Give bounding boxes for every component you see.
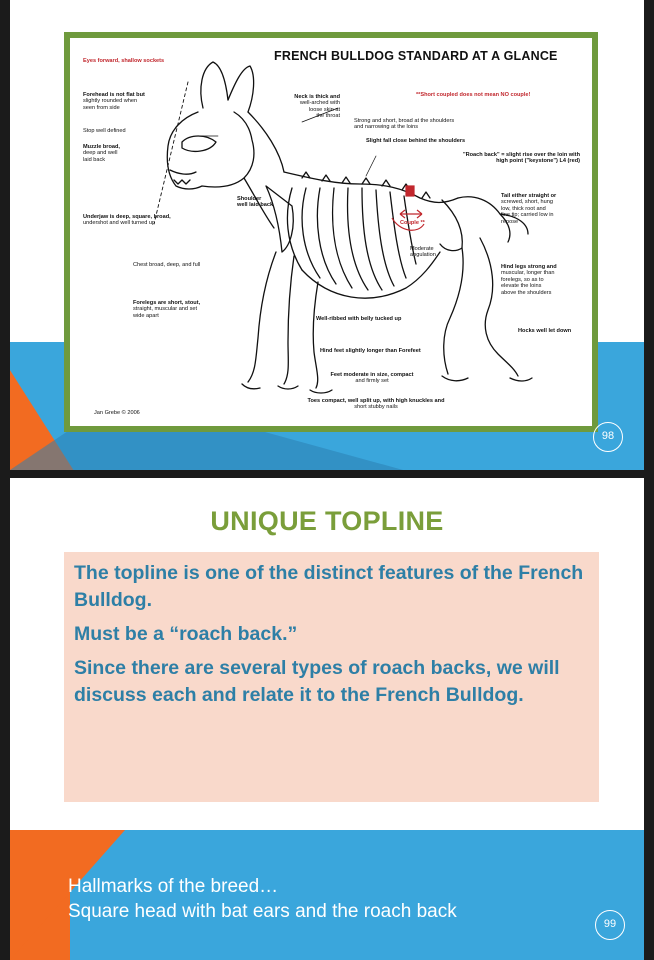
label-slight-fall: Slight fall close behind the shoulders [366,138,466,144]
diagram-title: FRENCH BULLDOG STANDARD AT A GLANCE [274,49,558,63]
label-tail: Tail either straight or screwed, short, hung low, thick root and fine tip; carried low in repose [501,193,557,225]
label-shoulder: Shoulder well laid back [237,196,274,209]
label-short-coupled: **Short coupled does not mean NO couple! [416,92,531,98]
label-hocks: Hocks well let down [518,328,572,334]
footer-line-2: Square head with bat ears and the roach back [68,901,457,922]
label-muzzle: Muzzle broad, deep and well laid back [83,144,120,163]
diagram-frame [64,32,598,432]
credit-text: Jan Grebe © 2006 [94,410,140,416]
paragraph-2: Must be a “roach back.” [74,623,298,645]
content-box [64,552,599,802]
diagram-canvas [70,38,592,426]
label-forehead: Forehead is not flat but slightly rounded when seen from side [83,92,145,111]
footer-line-1: Hallmarks of the breed… [68,876,279,897]
label-hind-legs: Hind legs strong and muscular, longer than forelegs, so as to elevate the loins above the shoulders [501,264,557,296]
label-couple: Couple ** [400,220,425,226]
label-stop: Stop well defined [83,128,126,134]
label-hind-feet: Hind feet slightly longer than Forefeet [320,348,421,354]
footer-text [68,874,457,924]
label-underjaw: Underjaw is deep, square, broad, undershot and well turned up [83,214,171,227]
paragraph-3: Since there are several types of roach backs, we will discuss each and relate it to the French Bulldog. [74,657,560,706]
label-feet: Feet moderate in size, compact and firmly set [330,372,414,385]
label-strong-short: Strong and short, broad at the shoulders and narrowing at the loins [354,118,455,131]
label-roach-back: "Roach back" = slight rise over the loin with high point ("keystone") L4 (red) [462,152,580,165]
label-toes: Toes compact, well split up, with high knuckles and short stubby nails [307,398,445,411]
label-neck: Neck is thick and well-arched with loose skin at the throat [294,94,340,120]
page-number-99: 99 [595,910,625,940]
label-eyes: Eyes forward, shallow sockets [83,58,165,64]
paragraph-1: The topline is one of the distinct features of the French Bulldog. [74,562,584,611]
label-chest: Chest broad, deep, and full [133,262,201,268]
slide-title: UNIQUE TOPLINE [210,506,444,536]
slide-98 [10,0,644,470]
slide-99 [10,478,644,960]
label-forelegs: Forelegs are short, stout, straight, muscular and set wide apart [133,300,201,319]
label-angulation: Moderate angulation [410,246,436,259]
label-well-ribbed: Well-ribbed with belly tucked up [316,316,402,322]
page-number-98: 98 [593,422,623,452]
